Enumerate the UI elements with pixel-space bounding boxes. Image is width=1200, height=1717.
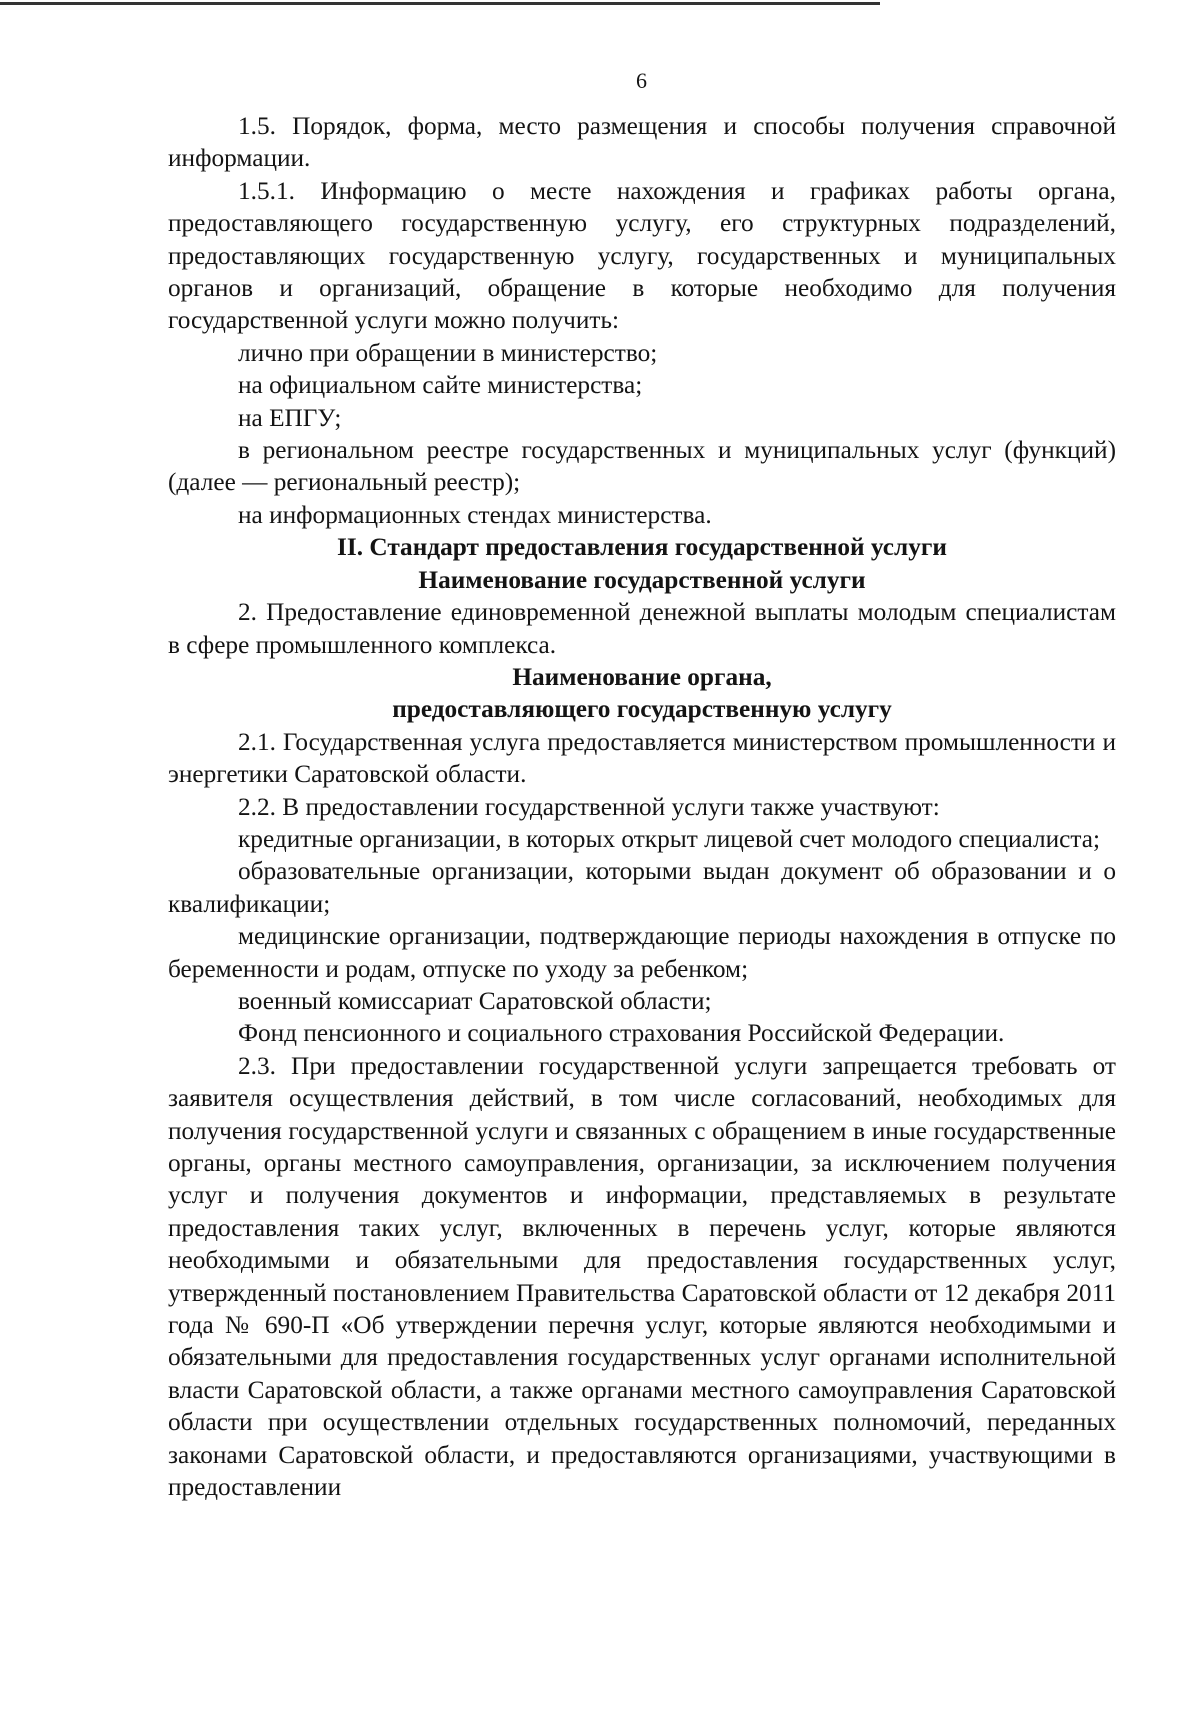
- page-number: 6: [636, 68, 647, 93]
- subheading-service-name: Наименование государственной услуги: [418, 565, 866, 594]
- paragraph-1-5: 1.5. Порядок, форма, место размещения и способы получения справочной информации.: [168, 112, 1116, 173]
- list-item-epgu: на ЕПГУ;: [238, 403, 342, 432]
- list-item-education-orgs: образовательные организации, которыми выдан документ об образовании и о квалификации;: [168, 857, 1116, 918]
- list-item-military-commissariat: военный комиссариат Саратовской области;: [238, 986, 712, 1015]
- list-item-official-site: на официальном сайте министерства;: [238, 371, 643, 400]
- list-item-info-stands: на информационных стендах министерства.: [238, 500, 712, 529]
- list-item-ministry-visit: лично при обращении в министерство;: [238, 338, 658, 367]
- list-item-credit-orgs: кредитные организации, в которых открыт лицевой счет молодого специалиста;: [238, 824, 1100, 853]
- paragraph-2-2: 2.2. В предоставлении государственной услуги также участвуют:: [238, 792, 940, 821]
- list-item-pension-fund: Фонд пенсионного и социального страхования Российской Федерации.: [238, 1019, 1005, 1048]
- list-item-medical-orgs: медицинские организации, подтверждающие периоды нахождения в отпуске по беременности и родам, отпуске по уходу за ребенком;: [168, 922, 1116, 983]
- list-item-regional-registry: в региональном реестре государственных и муниципальных услуг (функций) (далее — региональный реестр);: [168, 436, 1116, 497]
- paragraph-1-5-1: 1.5.1. Информацию о месте нахождения и графиках работы органа, предоставляющего государственную услугу, его структурных подразделений, предоставляющих государственную услугу, государственных и муниципальных органов и организаций, обращение в которые необходимо для получения государственной услуги можно получить:: [168, 176, 1116, 335]
- subheading-authority-name-line1: Наименование органа,: [512, 662, 772, 691]
- subheading-authority-name-line2: предоставляющего государственную услугу: [392, 695, 892, 724]
- document-body: [168, 110, 1116, 1503]
- paragraph-2-3: 2.3. При предоставлении государственной услуги запрещается требовать от заявителя осуществления действий, в том числе согласований, необходимых для получения государственной услуги и связанных с обращением в иные государственные органы, органы местного самоуправления, организации, за исключением получения услуг и получения документов и информации, представляемых в результате предоставления таких услуг, включенных в перечень услуг, которые являются необходимыми и обязательными для предоставления государственных услуг, утвержденный постановлением Правительства Саратовской области от 12 декабря 2011 года № 690-П «Об утверждении перечня услуг, которые являются необходимыми и обязательными для предоставления государственных услуг органами исполнительной власти Саратовской области, а также органами местного самоуправления Саратовской области при осуществлении отдельных государственных полномочий, переданных законами Саратовской области, и предоставляются организациями, участвующими в предоставлении: [168, 1051, 1116, 1502]
- paragraph-2: 2. Предоставление единовременной денежной выплаты молодым специалистам в сфере промышленного комплекса.: [168, 598, 1116, 659]
- scan-edge-line: [0, 2, 880, 5]
- paragraph-2-1: 2.1. Государственная услуга предоставляется министерством промышленности и энергетики Саратовской области.: [168, 727, 1116, 789]
- section-heading-standard: II. Стандарт предоставления государственной услуги: [337, 533, 947, 562]
